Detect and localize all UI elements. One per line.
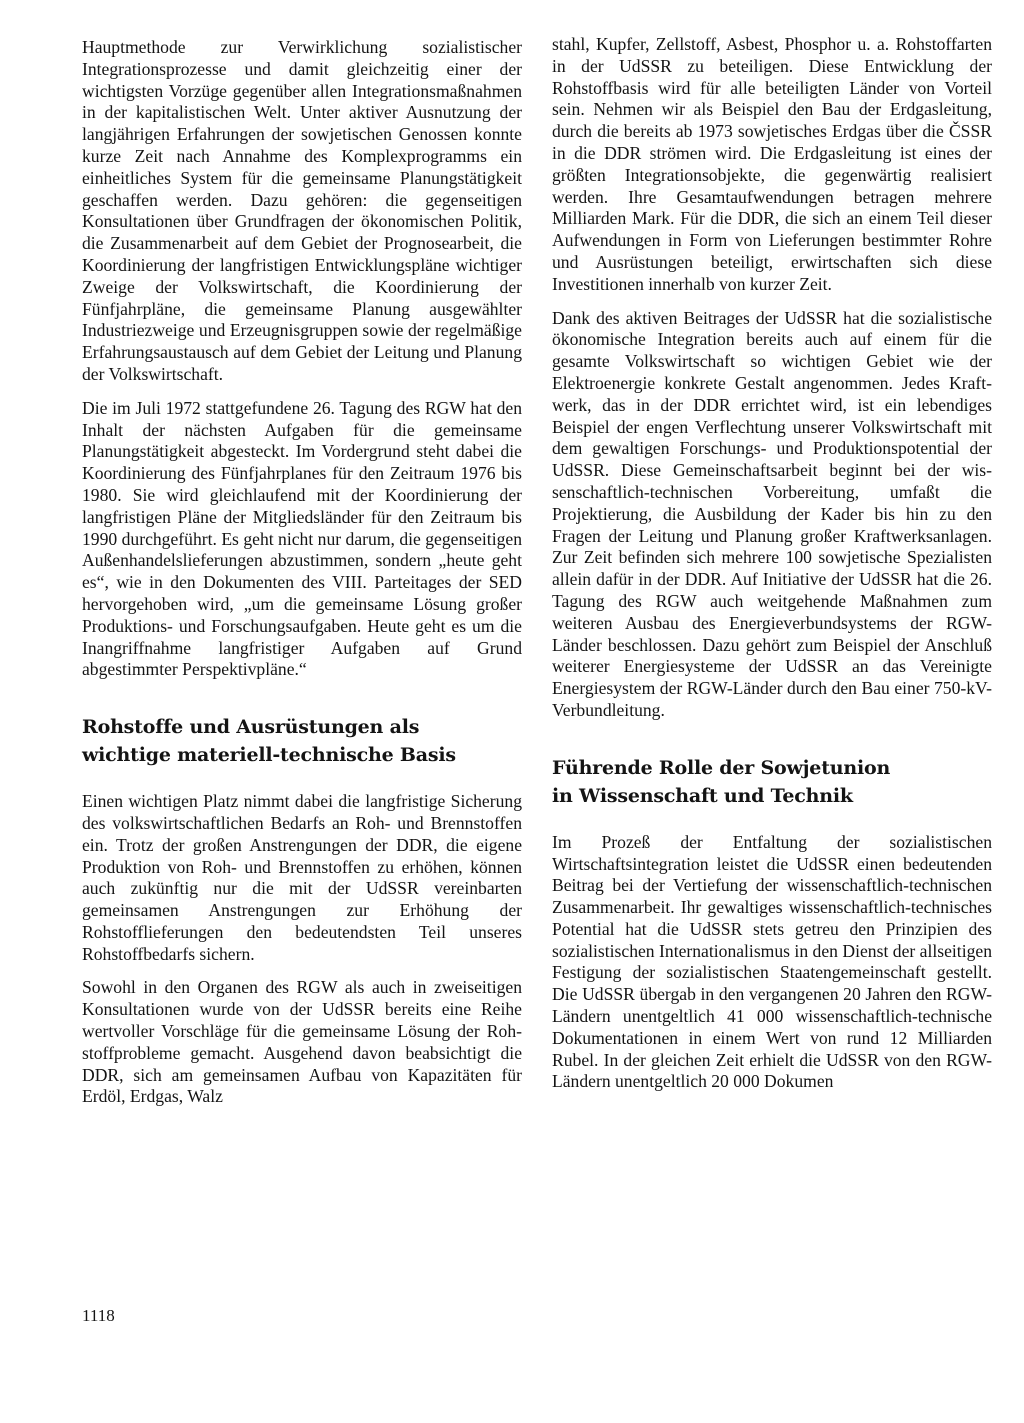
heading-line: wichtige materiell-technische Basis [82,744,456,767]
heading-line: in Wissenschaft und Technik [552,784,853,807]
section-heading-raw-materials [82,713,522,769]
page-number: 1118 [82,1306,115,1325]
left-column [82,37,522,1120]
paragraph-26th-session: Die im Juli 1972 stattgefundene 26. Tagung des RGW hat den Inhalt der nächsten Aufgaben für die gemeinsame Planungstätigkeit abgesteckt. Im Vordergrund steht dabei die Koordinierung des Fünfjahrplanes für den Zeitraum 1976 bis 1980. Sie wird gleichlaufend mit der Koordinierung der langfristigen Pläne der Mitgliedsländer für den Zeitraum bis 1990 durchgeführt. Es geht nicht nur darum, die gegenseitigen Außenhandelslieferungen abzustimmen, sondern „heute geht es“, wie in den Dokumenten des VIII. Parteitages der SED hervorgehoben wird, „um die gemeinsame Lösung großer Produktions- und Forschungsaufgaben. Heute geht es um die Inangriffnahme langfristiger Aufgaben auf Grund abgestimmter Perspektivpläne.“ [82,397,522,680]
heading-line: Rohstoffe und Ausrüstungen als [82,716,420,739]
paragraph-raw-materials-supply: Einen wichtigen Platz nimmt dabei die langfristige Sicherung des volkswirtschaftlichen Bedarfs an Roh- und Brennstoffen ein. Trotz der großen Anstrengungen der DDR, die eigene Produktion von Roh- und Brennstoffen zu erhöhen, können auch zukünftig nur die mit der UdSSR vereinbarten gemeinsamen Anstrengungen zur Erhöhung der Rohstofflieferungen den bedeutendsten Teil unseres Rohstoffbedarfs sichern. [82,791,522,964]
paragraph-rgw-consultations: Sowohl in den Organen des RGW als auch in zweiseitigen Konsultationen wurde von der UdSSR bereits eine Reihe wertvoller Vorschläge für die gemeinsame Lösung der Rohstoffprobleme gemacht. Ausgehend davon beabsichtigt die DDR, sich am gemeinsamen Aufbau von Kapazitäten für Erdöl, Erdgas, Walz [82,977,522,1107]
right-column [552,34,992,1105]
heading-line: Führende Rolle der Sowjetunion [552,756,891,779]
paragraph-scientific-cooperation: Im Prozeß der Entfaltung der sozialistischen Wirtschaftsintegration leistet die UdSSR einen bedeutenden Beitrag bei der Vertiefung der wissenschaftlich-technischen Zusammenarbeit. Ihr gewaltiges wissenschaftlich-technisches Potential hat die UdSSR stets getreu den Prinzipien des sozialistischen Internationalismus in den Dienst der allseitigen Festigung der sozialistischen Staatengemeinschaft gestellt. Die UdSSR übergab in den vergangenen 20 Jahren den RGW-Ländern unentgeltlich 41 000 wissenschaftlich-technische Dokumentationen in einem Wert von rund 12 Milliarden Rubel. In der gleichen Zeit erhielt die UdSSR von den RGW-Ländern unentgeltlich 20 000 Dokumen [552,831,992,1092]
paragraph-planning-system: Hauptmethode zur Verwirklichung sozialistischer Integrationsprozesse und damit gleichzeitig einer der wichtigsten Vorzüge gegenüber allen Integrationsmaßnahmen in der kapitalistischen Welt. Unter aktiver Ausnutzung der langjährigen Erfahrungen der sowjetischen Genossen konnte kurze Zeit nach Annahme des Komplexprogramms ein einheitliches System für die gemeinsame Planungstätigkeit geschaffen werden. Dazu gehören: die gegenseitigen Konsultationen über Grundfragen der ökonomischen Politik, die Zusammenarbeit auf dem Gebiet der Prognosearbeit, die Koordinierung der langfristigen Entwicklungspläne wichtiger Zweige der Volkswirtschaft, die Koordinierung der Fünfjahrpläne, die gemeinsame Planung ausgewählter Industriezweige und Erzeugnisgruppen sowie der regelmäßige Erfahrungsaustausch auf dem Gebiet der Leitung und Planung der Volkswirtschaft. [82,37,522,384]
paragraph-electric-energy: Dank des aktiven Beitrages der UdSSR hat die sozialistische ökonomische Integration bereits auch auf einem für die gesamte Volkswirtschaft so wichtigen Gebiet wie der Elektroenergie konkrete Gestalt angenommen. Jedes Kraftwerk, das in der DDR errichtet wird, ist ein lebendiges Beispiel der engen Verflechtung unserer Volkswirtschaft mit dem gewaltigen Forschungs- und Produktionspotential der UdSSR. Diese Gemeinschaftsarbeit beginnt bei der wissenschaftlich-technischen Vorbereitung, umfaßt die Projektierung, die Ausbildung der Kader bis hin zu den Fragen der Leitung und Planung großer Kraftwerksanlagen. Zur Zeit befinden sich mehrere 100 sowjetische Spezialisten allein dafür in der DDR. Auf Initiative der UdSSR hat die 26. Tagung des RGW auch weitgehende Maßnahmen zum weiteren Ausbau des Energieverbundsystems der RGW-Länder beschlossen. Dazu gehört zum Beispiel der Anschluß weiterer Energiesysteme der UdSSR an das Vereinigte Energiesystem der RGW-Länder durch den Bau einer 750-kV-Verbundleitung. [552,307,992,720]
section-heading-soviet-leadership [552,754,992,810]
paragraph-gas-pipeline: stahl, Kupfer, Zellstoff, Asbest, Phosphor u. a. Rohstoffarten in der UdSSR zu beteiligen. Diese Entwicklung der Rohstoffbasis wird für alle beteiligten Länder von Vorteil sein. Nehmen wir als Beispiel den Bau der Erdgasleitung, durch die bereits ab 1973 sowjetisches Erdgas über die ČSSR in die DDR strömen wird. Die Erdgasleitung ist eines der größten Integrationsobjekte, die gegenwärtig realisiert werden. Ihre Gesamtaufwendungen betragen mehrere Milliarden Mark. Für die DDR, die sich an einem Teil dieser Aufwendungen in Form von Lieferungen bestimmter Rohre und Ausrüstungen beteiligt, erwirtschaften sich diese Investitionen innerhalb von kurzer Zeit. [552,34,992,294]
